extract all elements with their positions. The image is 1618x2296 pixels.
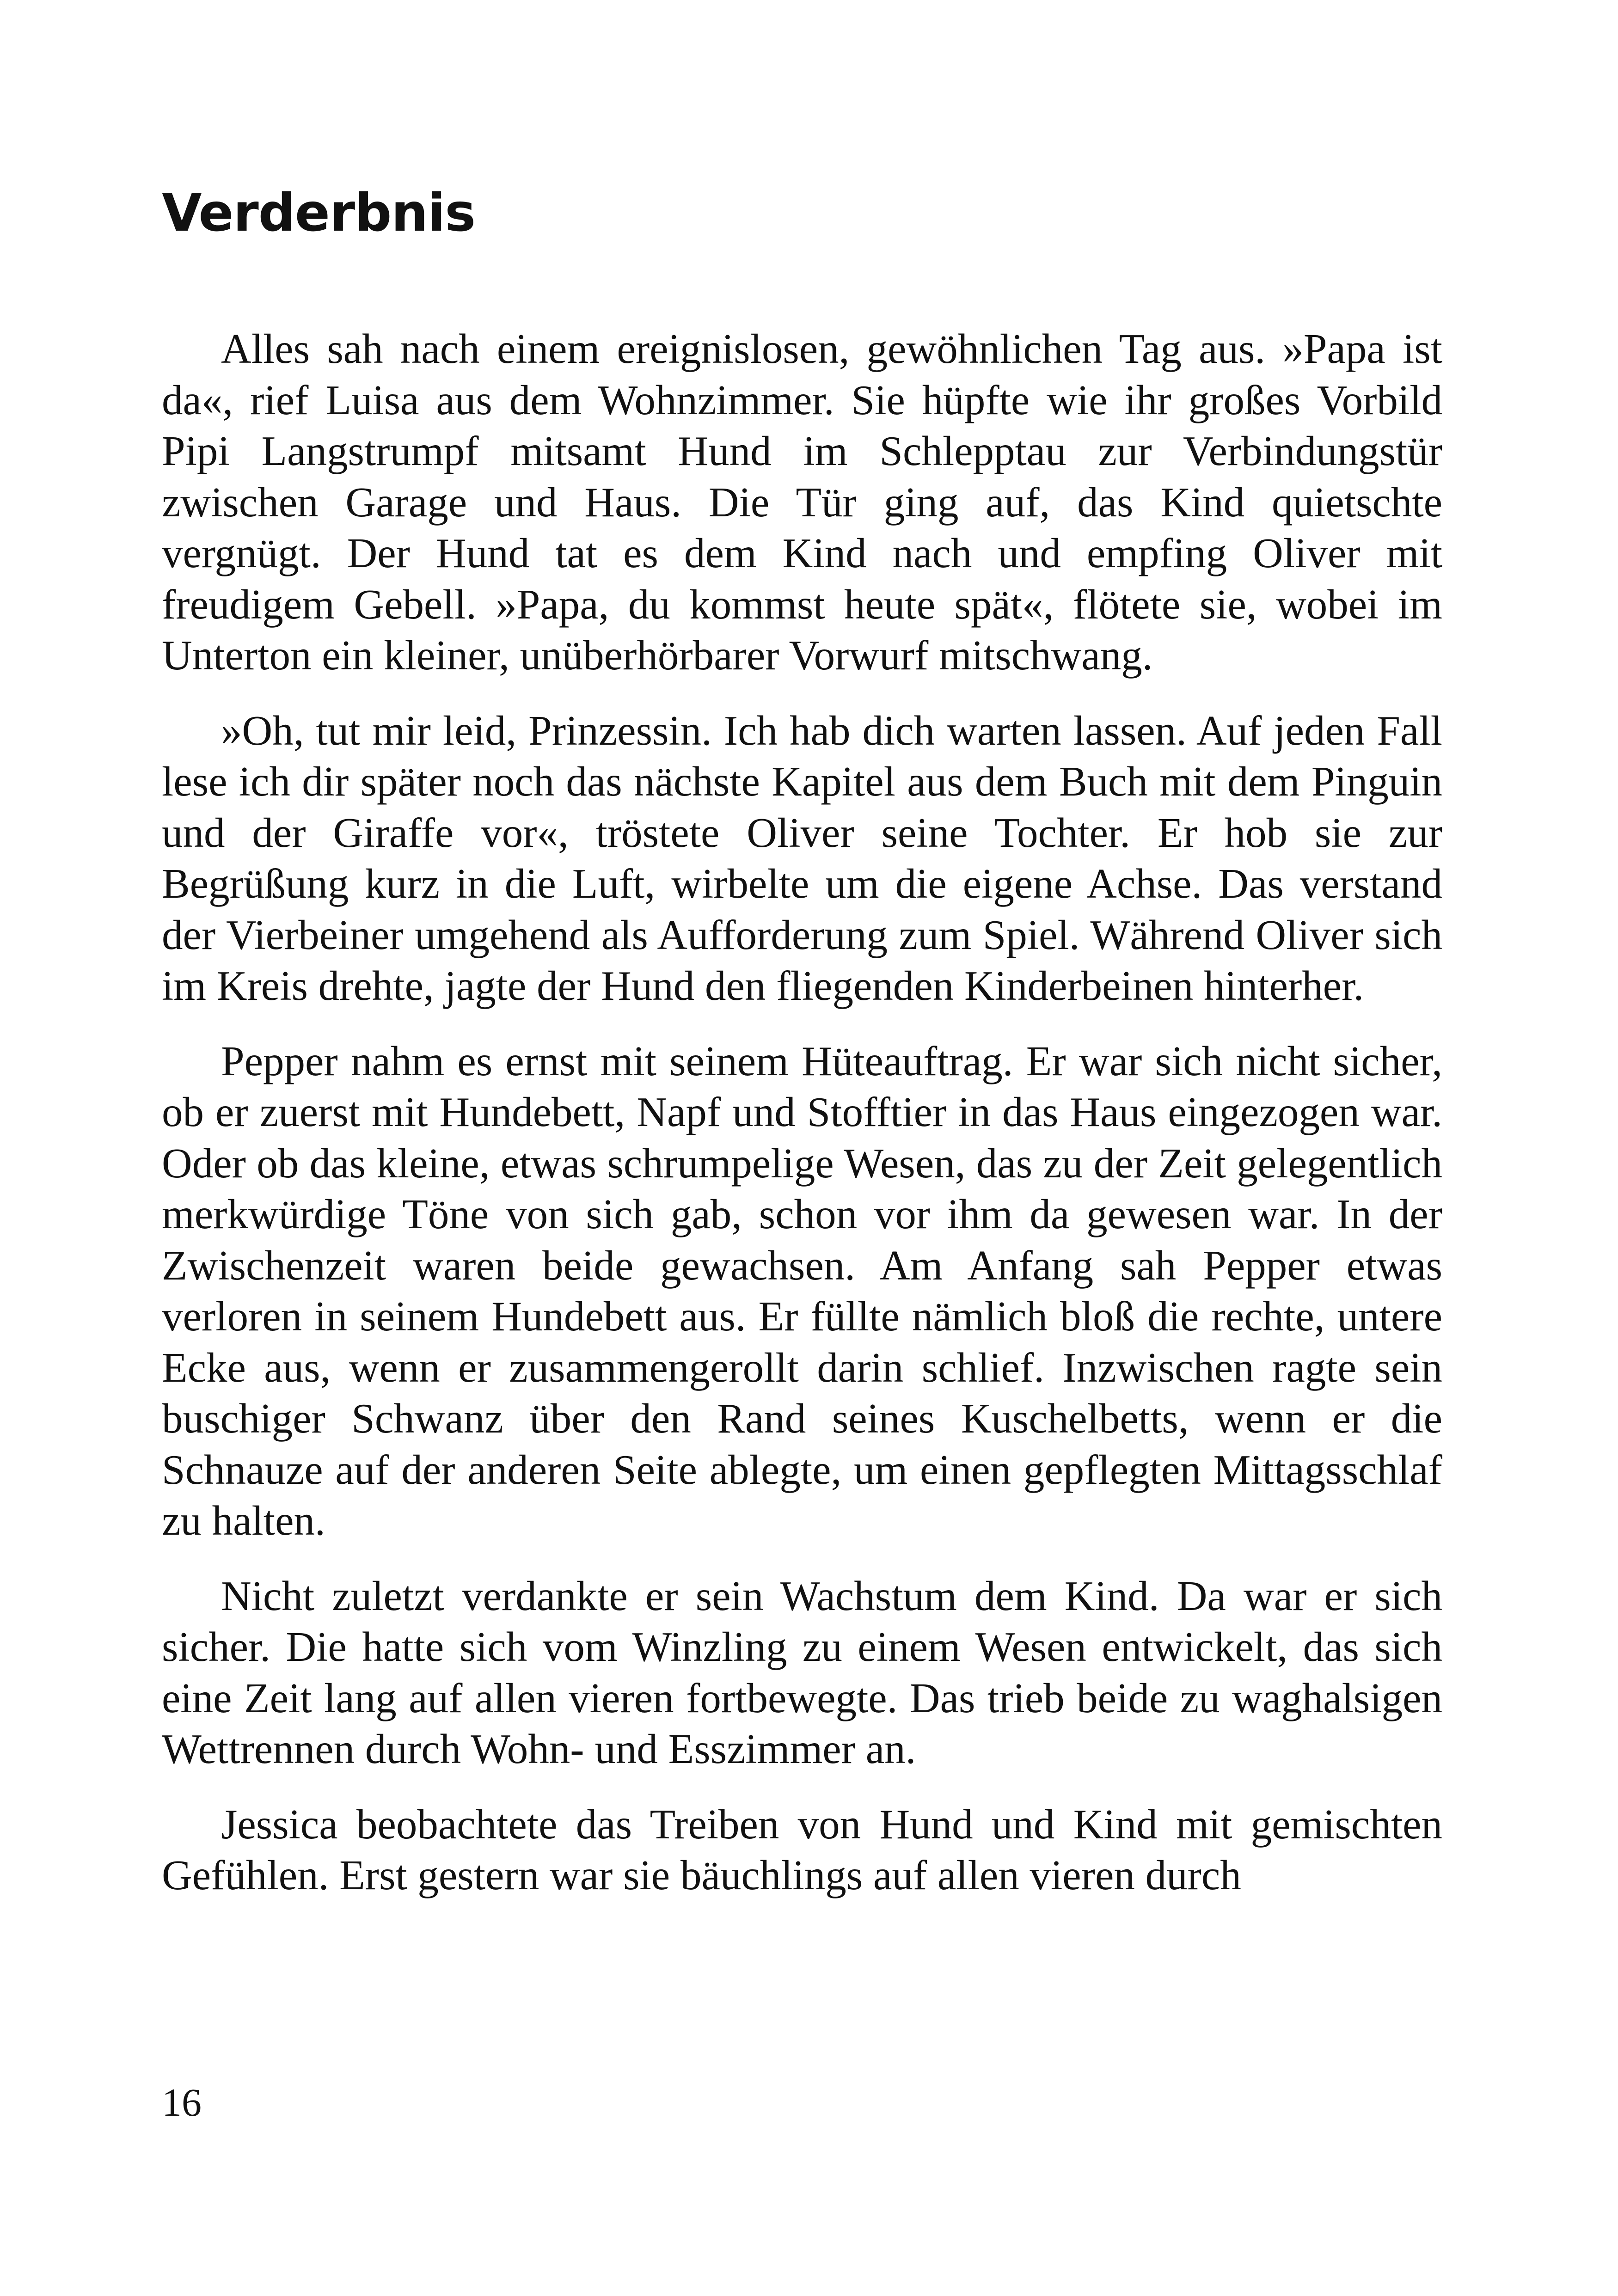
paragraph: Alles sah nach einem ereignislosen, gewöhnlichen Tag aus. »Papa ist da«, rief Luisa aus dem Wohnzimmer. Sie hüpfte wie ihr großes Vorbild Pipi Langstrumpf mitsamt Hund im Schlepptau zur Verbindungstür zwischen Garage und Haus. Die Tür ging auf, das Kind quietschte vergnügt. Der Hund tat es dem Kind nach und empfing Oliver mit freudigem Gebell. »Papa, du kommst heute spät«, flötete sie, wobei im Unterton ein kleiner, unüberhörbarer Vorwurf mitschwang. bbox=[162, 325, 1442, 679]
paragraph: Nicht zuletzt verdankte er sein Wachstum dem Kind. Da war er sich sicher. Die hatte sich vom Winzling zu einem Wesen entwickelt, das sich eine Zeit lang auf allen vieren fortbewegte. Das trieb beide zu waghalsigen Wettrennen durch Wohn- und Esszimmer an. bbox=[162, 1572, 1442, 1772]
chapter-body bbox=[162, 324, 1442, 1901]
paragraph: Jessica beobachtete das Treiben von Hund und Kind mit gemischten Gefühlen. Erst gestern war sie bäuchlings auf allen vieren durch bbox=[162, 1800, 1442, 1898]
paragraph: »Oh, tut mir leid, Prinzessin. Ich hab dich warten lassen. Auf jeden Fall lese ich dir später noch das nächste Kapitel aus dem Buch mit dem Pinguin und der Giraffe vor«, tröstete Oliver seine Tochter. Er hob sie zur Begrüßung kurz in die Luft, wirbelte um die eigene Achse. Das verstand der Vierbeiner umgehend als Aufforderung zum Spiel. Während Oliver sich im Kreis drehte, jagte der Hund den fliegenden Kinderbeinen hinterher. bbox=[162, 707, 1442, 1009]
paragraph: Pepper nahm es ernst mit seinem Hüteauftrag. Er war sich nicht sicher, ob er zuerst mit Hundebett, Napf und Stofftier in das Haus eingezogen war. Oder ob das kleine, etwas schrumpelige Wesen, das zu der Zeit gelegentlich merkwürdige Töne von sich gab, schon vor ihm da gewesen war. In der Zwischenzeit waren beide gewachsen. Am Anfang sah Pepper etwas verloren in seinem Hundebett aus. Er füllte nämlich bloß die rechte, untere Ecke aus, wenn er zusammengerollt darin schlief. Inzwischen ragte sein buschiger Schwanz über den Rand seines Kuschelbetts, wenn er die Schnauze auf der anderen Seite ablegte, um einen gepflegten Mittagsschlaf zu halten. bbox=[162, 1037, 1442, 1544]
chapter-title: Verderbnis bbox=[162, 183, 476, 243]
page-number: 16 bbox=[162, 2080, 202, 2125]
